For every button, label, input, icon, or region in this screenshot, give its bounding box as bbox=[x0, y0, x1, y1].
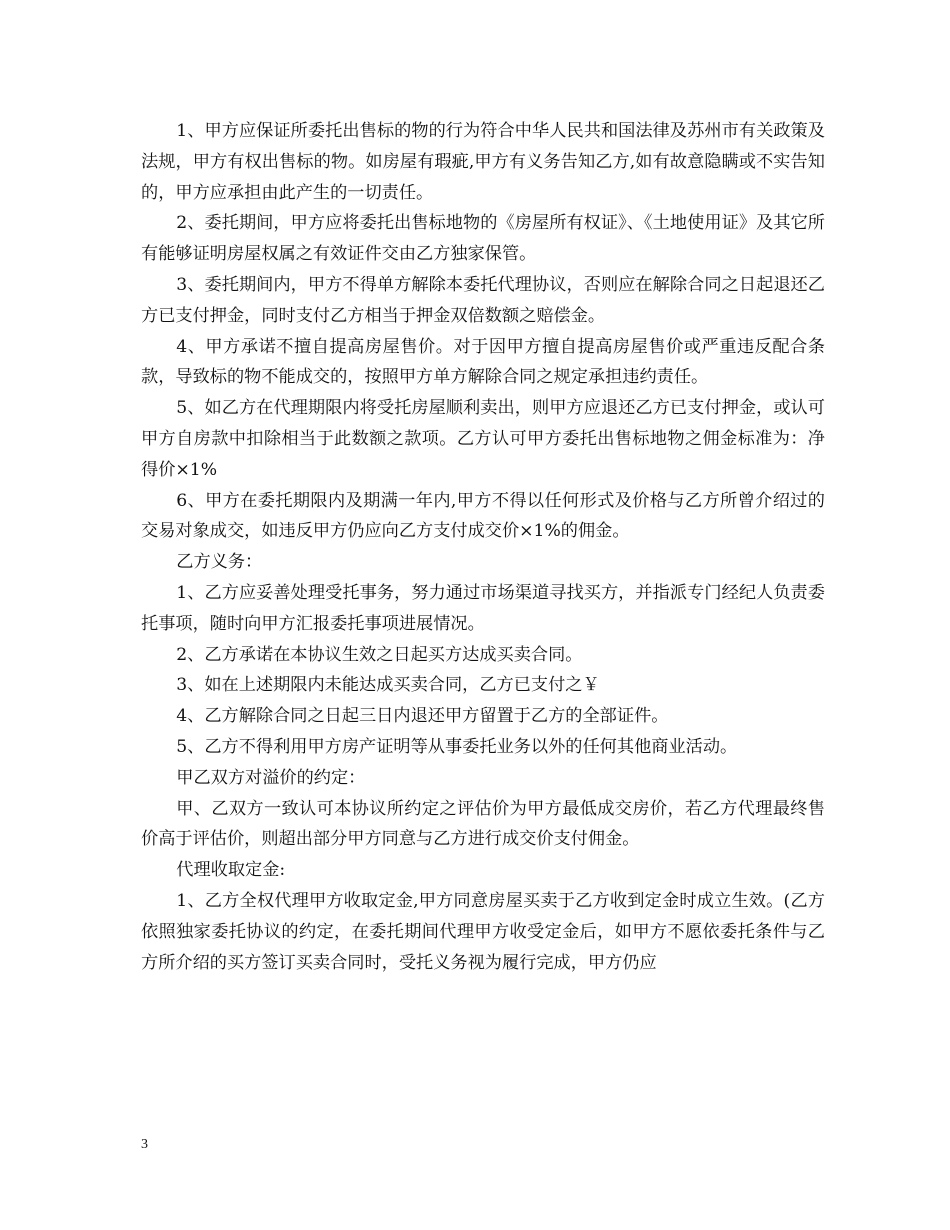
clause-paragraph: 甲、乙双方一致认可本协议所约定之评估价为甲方最低成交房价，若乙方代理最终售价高于评估价，则超出部分甲方同意与乙方进行成交价支付佣金。 bbox=[141, 798, 825, 850]
clause-paragraph: 1、乙方全权代理甲方收取定金,甲方同意房屋买卖于乙方收到定金时成立生效。(乙方依照独家委托协议的约定，在委托期间代理甲方收受定金后，如甲方不愿依委托条件与乙方所介绍的买方签订买卖合同时，受托义务视为履行完成，甲方仍应 bbox=[141, 890, 825, 973]
clause-paragraph: 5、如乙方在代理期限内将受托房屋顺利卖出，则甲方应退还乙方已支付押金，或认可甲方自房款中扣除相当于此数额之款项。乙方认可甲方委托出售标地物之佣金标准为：净得价×1% bbox=[141, 398, 825, 480]
clause-paragraph: 5、乙方不得利用甲方房产证明等从事委托业务以外的任何其他商业活动。 bbox=[176, 736, 738, 757]
clause-paragraph: 2、乙方承诺在本协议生效之日起买方达成买卖合同。 bbox=[176, 644, 583, 665]
clause-paragraph: 4、乙方解除合同之日起三日内退还甲方留置于乙方的全部证件。 bbox=[176, 706, 669, 727]
clause-paragraph: 1、乙方应妥善处理受托事务，努力通过市场渠道寻找买方，并指派专门经纪人负责委托事项，随时向甲方汇报委托事项进展情况。 bbox=[141, 582, 825, 634]
clause-paragraph: 6、甲方在委托期限内及期满一年内,甲方不得以任何形式及价格与乙方所曾介绍过的交易对象成交，如违反甲方仍应向乙方支付成交价×1%的佣金。 bbox=[141, 490, 825, 542]
section-heading: 乙方义务： bbox=[176, 552, 263, 573]
section-heading: 代理收取定金: bbox=[176, 860, 286, 881]
clause-paragraph: 3、委托期间内，甲方不得单方解除本委托代理协议，否则应在解除合同之日起退还乙方已支付押金，同时支付乙方相当于押金双倍数额之赔偿金。 bbox=[141, 274, 825, 326]
clause-paragraph: 3、如在上述期限内未能达成买卖合同，乙方已支付之￥ bbox=[176, 675, 600, 696]
page-number: 3 bbox=[141, 1137, 148, 1152]
clause-paragraph: 4、甲方承诺不擅自提高房屋售价。对于因甲方擅自提高房屋售价或严重违反配合条款，导致标的物不能成交的，按照甲方单方解除合同之规定承担违约责任。 bbox=[141, 336, 825, 388]
clause-paragraph: 2、委托期间，甲方应将委托出售标地物的《房屋所有权证》、《土地使用证》及其它所有能够证明房屋权属之有效证件交由乙方独家保管。 bbox=[141, 213, 825, 265]
clause-paragraph: 1、甲方应保证所委托出售标的物的行为符合中华人民共和国法律及苏州市有关政策及法规，甲方有权出售标的物。如房屋有瑕疵,甲方有义务告知乙方,如有故意隐瞒或不实告知的，甲方应承担由此产生的一切责任。 bbox=[141, 121, 825, 203]
section-heading: 甲乙双方对溢价的约定： bbox=[176, 767, 366, 788]
contract-body bbox=[141, 116, 825, 978]
